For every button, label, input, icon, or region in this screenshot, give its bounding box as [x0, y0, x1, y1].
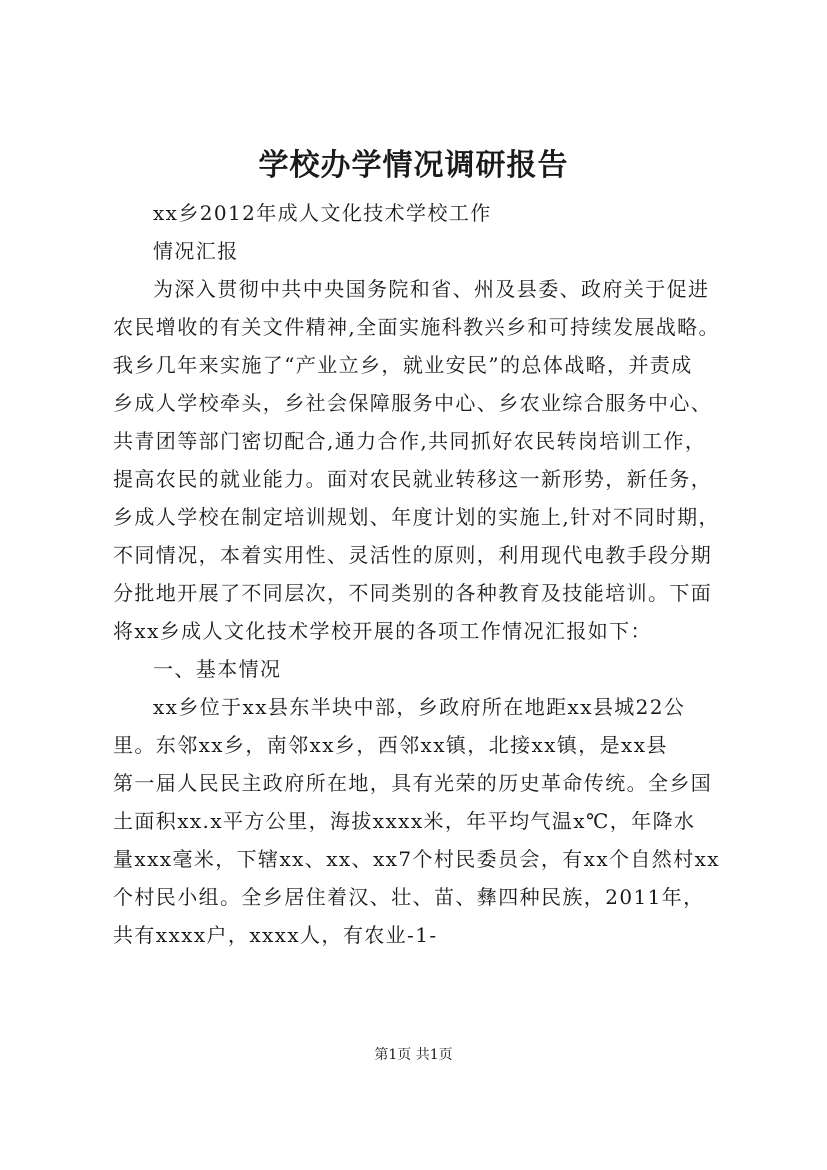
- body-line: 农民增收的有关文件精神,全面实施科教兴乡和可持续发展战略。: [113, 315, 720, 339]
- body-line: 不同情况，本着实用性、灵活性的原则，利用现代电教手段分期: [113, 543, 713, 567]
- body-line: 共有xxxx户，xxxx人，有农业-1-: [113, 923, 438, 947]
- body-line: 第一届人民民主政府所在地，具有光荣的历史革命传统。全乡国: [113, 771, 713, 795]
- document-title: 学校办学情况调研报告: [258, 148, 569, 183]
- body-line: 乡成人学校牵头，乡社会保障服务中心、乡农业综合服务中心、: [113, 391, 713, 415]
- body-line: 为深入贯彻中共中央国务院和省、州及县委、政府关于促进: [153, 277, 710, 301]
- body-line: 里。东邻xx乡，南邻xx乡，西邻xx镇，北接xx镇，是xx县: [113, 733, 668, 757]
- body-line: xx乡位于xx县东半块中部，乡政府所在地距xx县城22公: [153, 695, 686, 719]
- section-heading: 一、基本情况: [153, 657, 282, 681]
- body-line: 量xxx毫米，下辖xx、xx、xx7个村民委员会，有xx个自然村xx: [113, 847, 720, 871]
- body-line: 我乡几年来实施了“产业立乡，就业安民”的总体战略，并责成: [113, 353, 693, 377]
- body-line: 将xx乡成人文化技术学校开展的各项工作情况汇报如下：: [113, 619, 652, 643]
- body-line: 情况汇报: [153, 239, 239, 263]
- body-line: 共青团等部门密切配合,通力合作,共同抓好农民转岗培训工作，: [113, 429, 707, 453]
- document-body: [113, 194, 745, 954]
- body-line: 个村民小组。全乡居住着汉、壮、苗、彝四种民族，2011年，: [113, 885, 705, 909]
- body-line: 提高农民的就业能力。面对农民就业转移这一新形势，新任务，: [113, 467, 713, 491]
- body-line: 土面积xx.x平方公里，海拔xxxx米，年平均气温x℃，年降水: [113, 809, 696, 833]
- body-line: 分批地开展了不同层次，不同类别的各种教育及技能培训。下面: [113, 581, 713, 605]
- body-line: 乡成人学校在制定培训规划、年度计划的实施上,针对不同时期，: [113, 505, 720, 529]
- page-footer: 第1页 共1页: [374, 1047, 453, 1063]
- body-line: xx乡2012年成人文化技术学校工作: [153, 201, 492, 225]
